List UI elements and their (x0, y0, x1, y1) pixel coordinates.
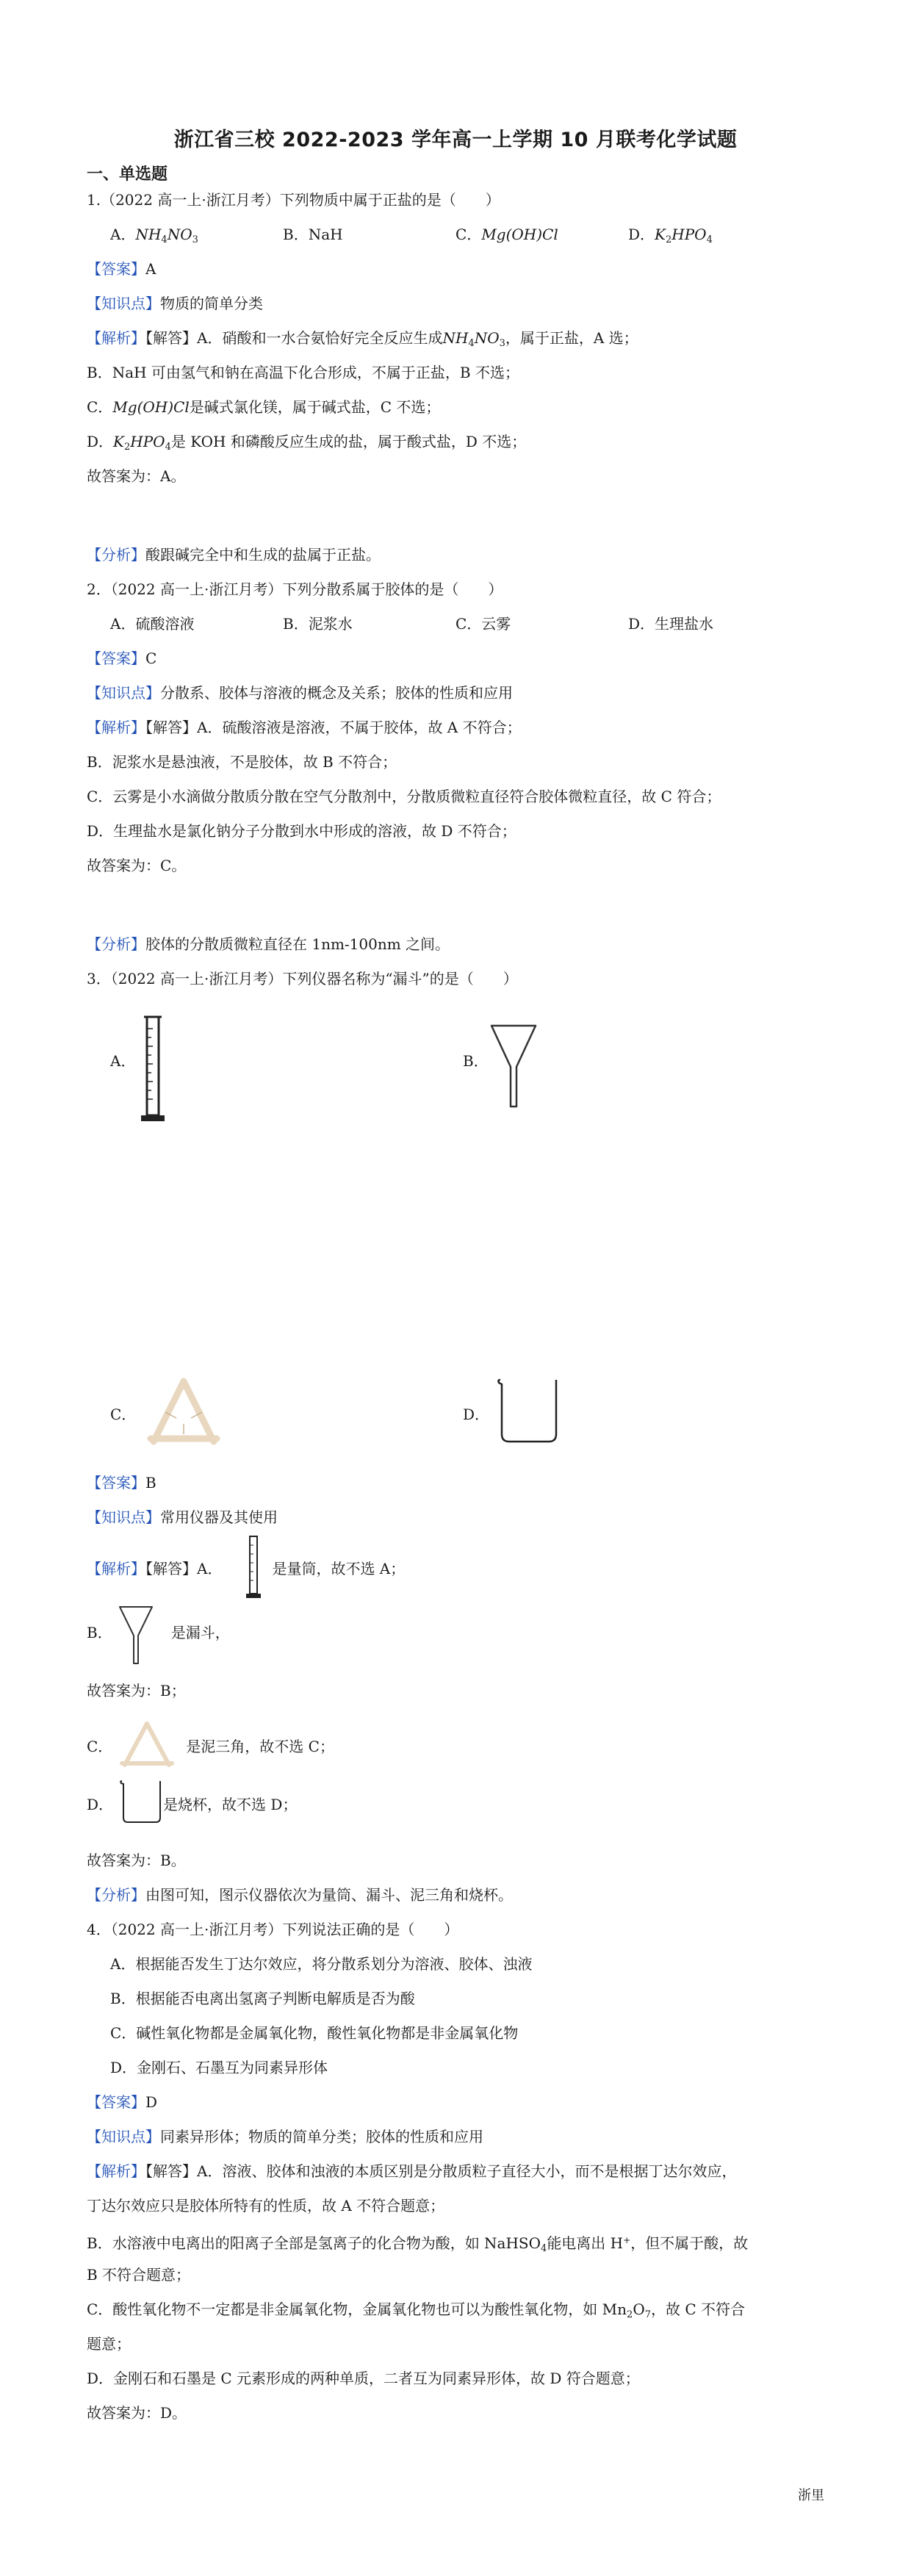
q4-analysis-line: B 不符合题意； (87, 2266, 191, 2284)
q1-answer: 【答案】A (87, 260, 156, 278)
q1-conclusion: 故答案为：A。 (87, 467, 186, 485)
q4-knowledge-point: 【知识点】同素异形体；物质的简单分类；胶体的性质和应用 (87, 2128, 483, 2145)
clay-triangle-image (118, 1719, 176, 1772)
q1-analysis-line: D．$K_2HPO_4$是 KOH 和磷酸反应生成的盐，属于酸式盐，D 不选； (87, 433, 527, 453)
q4-option-c[interactable]: C．碱性氧化物都是金属氧化物，酸性氧化物都是非金属氧化物 (110, 2024, 519, 2042)
q3-analysis-line: D． 是烧杯，故不选 D； (87, 1796, 298, 1813)
q2-option-a[interactable]: A．硫酸溶液 (110, 615, 195, 633)
q3-knowledge-point: 【知识点】常用仪器及其使用 (87, 1508, 278, 1526)
page-footer: 浙里 (798, 2488, 824, 2503)
q1-analysis-line: C．Mg(OH)Cl是碱式氯化镁，属于碱式盐，C 不选； (87, 398, 441, 416)
q1-knowledge-point: 【知识点】物质的简单分类 (87, 295, 263, 312)
q3-option-b[interactable]: B． (463, 1052, 489, 1070)
beaker-image (119, 1778, 165, 1825)
beaker-image (496, 1375, 562, 1446)
q3-option-c[interactable]: C． (110, 1406, 137, 1423)
q2-option-b[interactable]: B．泥浆水 (283, 615, 353, 633)
q4-conclusion: 故答案为：D。 (87, 2404, 187, 2422)
q2-option-d[interactable]: D．生理盐水 (628, 615, 714, 633)
q3-option-d[interactable]: D． (463, 1406, 490, 1423)
q4-option-d[interactable]: D．金刚石、石墨互为同素异形体 (110, 2059, 328, 2076)
q2-analysis-line: B．泥浆水是悬浊液，不是胶体，故 B 不符合； (87, 753, 397, 771)
q3-conclusion: 故答案为：B； (87, 1682, 186, 1699)
q2-knowledge-point: 【知识点】分散系、胶体与溶液的概念及关系；胶体的性质和应用 (87, 684, 513, 702)
formula-nh4no3: $NH_4NO_3$ (135, 226, 198, 245)
q3-answer: 【答案】B (87, 1474, 156, 1492)
q3-summary: 【分析】由图可知，图示仪器依次为量筒、漏斗、泥三角和烧杯。 (87, 1886, 513, 1904)
q1-summary: 【分析】酸跟碱完全中和生成的盐属于正盐。 (87, 546, 381, 564)
q4-option-b[interactable]: B．根据能否电离出氢离子判断电解质是否为酸 (110, 1990, 415, 2007)
q3-analysis-line: C． 是泥三角，故不选 C； (87, 1738, 334, 1755)
q1-option-c[interactable]: C．Mg(OH)Cl (455, 226, 558, 243)
q4-analysis-line: C．酸性氧化物不一定都是非金属氧化物，金属氧化物也可以为酸性氧化物，如 $Mn_2O_7$，故 C 不符合 (87, 2300, 746, 2320)
q3-conclusion: 故答案为：B。 (87, 1852, 186, 1869)
q1-option-d[interactable]: D．$K_2HPO_4$ (628, 226, 713, 245)
q3-option-a[interactable]: A． (110, 1052, 136, 1070)
funnel-image (489, 1021, 539, 1109)
q1-option-a[interactable]: A．$NH_4NO_3$ (110, 226, 198, 245)
q2-analysis-line: D．生理盐水是氯化钠分子分散到水中形成的溶液，故 D 不符合； (87, 822, 516, 840)
q1-stem: 1.（2022 高一上·浙江月考）下列物质中属于正盐的是（ ） (87, 191, 500, 209)
graduated-cylinder-image (140, 1014, 166, 1124)
q4-analysis-line: B．水溶液中电离出的阳离子全部是氢离子的化合物为酸，如 NaHSO$_4$能电离出 H+，但不属于酸，故 (87, 2234, 749, 2254)
q4-analysis-line: 【解析】【解答】A．溶液、胶体和浊液的本质区别是分散质粒子直径大小，而不是根据丁达尔效应， (87, 2162, 737, 2180)
q1-option-b[interactable]: B．NaH (283, 226, 343, 243)
q2-summary: 【分析】胶体的分散质微粒直径在 1nm-100nm 之间。 (87, 935, 450, 953)
q4-option-a[interactable]: A．根据能否发生丁达尔效应，将分散系划分为溶液、胶体、浊液 (110, 1955, 533, 1973)
q4-answer: 【答案】D (87, 2093, 158, 2111)
q3-stem: 3．（2022 高一上·浙江月考）下列仪器名称为“漏斗”的是（ ） (87, 970, 518, 987)
q2-stem: 2．（2022 高一上·浙江月考）下列分散系属于胶体的是（ ） (87, 580, 503, 598)
q2-option-c[interactable]: C．云雾 (455, 615, 511, 633)
q3-analysis-line: B． 是漏斗， (87, 1624, 230, 1641)
q2-conclusion: 故答案为：C。 (87, 857, 187, 874)
funnel-image (118, 1603, 154, 1666)
page-title: 浙江省三校 2022-2023 学年高一上学期 10 月联考化学试题 (173, 129, 738, 151)
q4-analysis-line: 丁达尔效应只是胶体所特有的性质，故 A 不符合题意； (87, 2197, 445, 2215)
q4-analysis-line: D．金刚石和石墨是 C 元素形成的两种单质，二者互为同素异形体，故 D 符合题意； (87, 2370, 640, 2387)
q4-analysis-line: 题意； (87, 2335, 131, 2353)
q1-analysis-line: 【解析】【解答】A．硝酸和一水合氨恰好完全反应生成$NH_4NO_3$，属于正盐，A 选； (87, 329, 638, 349)
clay-triangle-image (143, 1374, 224, 1455)
section-heading: 一、单选题 (87, 165, 168, 184)
q3-analysis-line: 【解析】【解答】A． 是量筒，故不选 A； (87, 1560, 406, 1577)
graduated-cylinder-image (245, 1534, 262, 1600)
q2-answer: 【答案】C (87, 650, 157, 667)
q1-analysis-line: B．NaH 可由氢气和钠在高温下化合形成，不属于正盐，B 不选； (87, 364, 519, 381)
q2-analysis-line: 【解析】【解答】A．硫酸溶液是溶液，不属于胶体，故 A 不符合； (87, 719, 522, 736)
q2-analysis-line: C．云雾是小水滴做分散质分散在空气分散剂中，分散质微粒直径符合胶体微粒直径，故 C 符合； (87, 788, 721, 805)
q4-stem: 4．（2022 高一上·浙江月考）下列说法正确的是（ ） (87, 1921, 459, 1938)
